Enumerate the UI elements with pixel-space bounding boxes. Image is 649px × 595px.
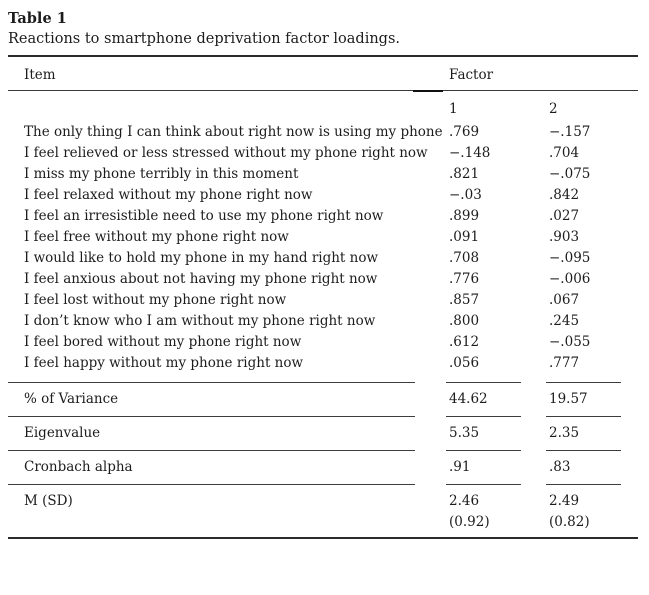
- factor2-loading: .067: [549, 292, 580, 308]
- factor2-loading: .777: [549, 355, 580, 371]
- factor1-loading: −.03: [449, 187, 482, 203]
- header-rule-overlap: [413, 90, 443, 92]
- msd-factor1: [446, 485, 546, 537]
- item-label: I feel bored without my phone right now: [24, 334, 302, 350]
- variance-factor1: 44.62: [449, 391, 488, 407]
- variance-label: % of Variance: [24, 391, 119, 407]
- msd-factor2-sd: (0.82): [549, 514, 590, 530]
- item-label: I feel anxious about not having my phone right now: [24, 271, 378, 287]
- item-label: I feel relaxed without my phone right now: [24, 187, 313, 203]
- factor1-loading: .769: [449, 124, 480, 140]
- eigenvalue-label: Eigenvalue: [24, 425, 101, 441]
- factor2-loading: −.055: [549, 334, 591, 350]
- item-label: I feel an irresistible need to use my phone right now: [24, 208, 384, 224]
- variance-factor2: 19.57: [549, 391, 588, 407]
- factor1-loading: .776: [449, 271, 480, 287]
- factor2-loading: −.006: [549, 271, 591, 287]
- factor1-loading: .708: [449, 250, 480, 266]
- item-label: I feel lost without my phone right now: [24, 292, 287, 308]
- item-label: I feel free without my phone right now: [24, 229, 289, 245]
- factor2-loading: .704: [549, 145, 580, 161]
- eigenvalue-factor2: 2.35: [549, 425, 580, 441]
- table-caption: Reactions to smartphone deprivation factor loadings.: [8, 31, 401, 47]
- eigenvalue-factor1: 5.35: [449, 425, 480, 441]
- cronbach-label: Cronbach alpha: [24, 459, 133, 475]
- msd-factor1-sd: (0.92): [449, 514, 490, 530]
- factor1-loading: .091: [449, 229, 480, 245]
- factor1-loading: .056: [449, 355, 480, 371]
- factor1-loading: .612: [449, 334, 480, 350]
- factor2-loading: .903: [549, 229, 580, 245]
- msd-factor2: [546, 485, 638, 537]
- item-label: I miss my phone terribly in this moment: [24, 166, 299, 182]
- factor2-loading: −.157: [549, 124, 591, 140]
- cronbach-factor1: .91: [449, 459, 471, 475]
- msd-factor2-mean: 2.49: [549, 493, 580, 509]
- factor1-loading: −.148: [449, 145, 491, 161]
- table-label: Table 1: [8, 10, 67, 27]
- factor1-loading: .857: [449, 292, 480, 308]
- item-label: I don’t know who I am without my phone right now: [24, 313, 376, 329]
- factor2-loading: −.075: [549, 166, 591, 182]
- factor2-loading: .245: [549, 313, 580, 329]
- factor2-loading: .027: [549, 208, 580, 224]
- item-label: I feel happy without my phone right now: [24, 355, 304, 371]
- factor1-loading: .899: [449, 208, 480, 224]
- item-label: I feel relieved or less stressed without my phone right now: [24, 145, 428, 161]
- item-label: I would like to hold my phone in my hand right now: [24, 250, 379, 266]
- subheader-spacer: [8, 92, 446, 122]
- msd-label: M (SD): [24, 493, 73, 509]
- factor1-loading: .821: [449, 166, 480, 182]
- header-rule-line: [8, 90, 638, 91]
- col-header-factor-spacer: [546, 57, 638, 90]
- col-header-factor: Factor: [449, 67, 494, 83]
- col-header-factor-2: 2: [549, 101, 558, 117]
- col-header-item: Item: [24, 67, 56, 83]
- item-label: The only thing I can think about right now is using my phone: [24, 124, 443, 140]
- factor1-loading: .800: [449, 313, 480, 329]
- factor-loadings-table: [8, 55, 638, 539]
- factor2-loading: .842: [549, 187, 580, 203]
- cronbach-factor2: .83: [549, 459, 571, 475]
- col-header-factor-1: 1: [449, 101, 458, 117]
- msd-factor1-mean: 2.46: [449, 493, 480, 509]
- header-rule: [8, 90, 638, 92]
- factor2-loading: −.095: [549, 250, 591, 266]
